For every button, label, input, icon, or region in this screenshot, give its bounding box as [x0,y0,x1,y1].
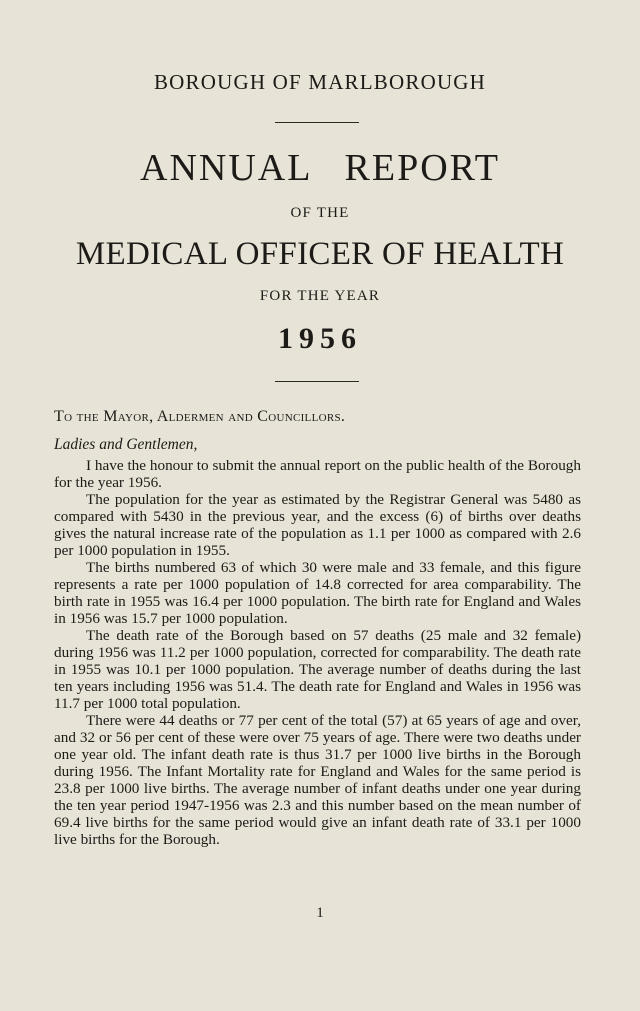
report-title: ANNUAL REPORT [140,147,500,189]
paragraph: There were 44 deaths or 77 per cent of the total (57) at 65 years of age and over, and 32 or 56 per cent of these were over 75 years of age. There were two deaths under one year old. The infant death rate is thus 31.7 per 1000 live births in the Borough during 1956. The Infant Mortality rate for England and Wales for the same period is 23.8 per 1000 live births. The average number of infant deaths under one year during the ten year period 1947-1956 was 2.3 and this number based on the mean number of 69.4 live births for the same period would give an infant death rate of 33.1 per 1000 live births for the Borough. [54,712,581,848]
paragraph: The births numbered 63 of which 30 were male and 33 female, and this figure represents a rate per 1000 population of 14.8 corrected for area comparability. The birth rate in 1955 was 16.4 per 1000 population. The birth rate for England and Wales in 1956 was 15.7 per 1000 population. [54,559,581,627]
for-the-year-line: FOR THE YEAR [259,288,381,304]
borough-heading: BOROUGH OF MARLBOROUGH [153,70,487,94]
paragraph: The death rate of the Borough based on 57 deaths (25 male and 32 female) during 1956 was 11.2 per 1000 population, corrected for comparability. The death rate in 1955 was 10.1 per 1000 population. The average number of deaths during the last ten years including 1956 was 51.4. The death rate for England and Wales in 1956 was 11.7 per 1000 total population. [54,627,581,712]
address-text: To the Mayor, Aldermen and Councillors. [54,408,346,425]
report-year: 1956 [278,322,362,355]
paragraph: I have the honour to submit the annual report on the public health of the Borough for the year 1956. [54,457,581,491]
top-divider [275,122,359,123]
letter-salutation: Ladies and Gentlemen, [54,436,198,453]
bottom-divider [275,381,359,382]
paragraph: The population for the year as estimated by the Registrar General was 5480 as compared with 5430 in the previous year, and the excess (6) of births over deaths gives the natural increase rate of the population as 1.1 per 1000 as compared with 2.6 per 1000 population in 1955. [54,491,581,559]
letter-address [54,408,345,426]
page-number: 1 [316,905,324,921]
officer-heading: MEDICAL OFFICER OF HEALTH [75,236,565,272]
of-the-line: OF THE [290,205,350,221]
letter-body [54,457,581,848]
